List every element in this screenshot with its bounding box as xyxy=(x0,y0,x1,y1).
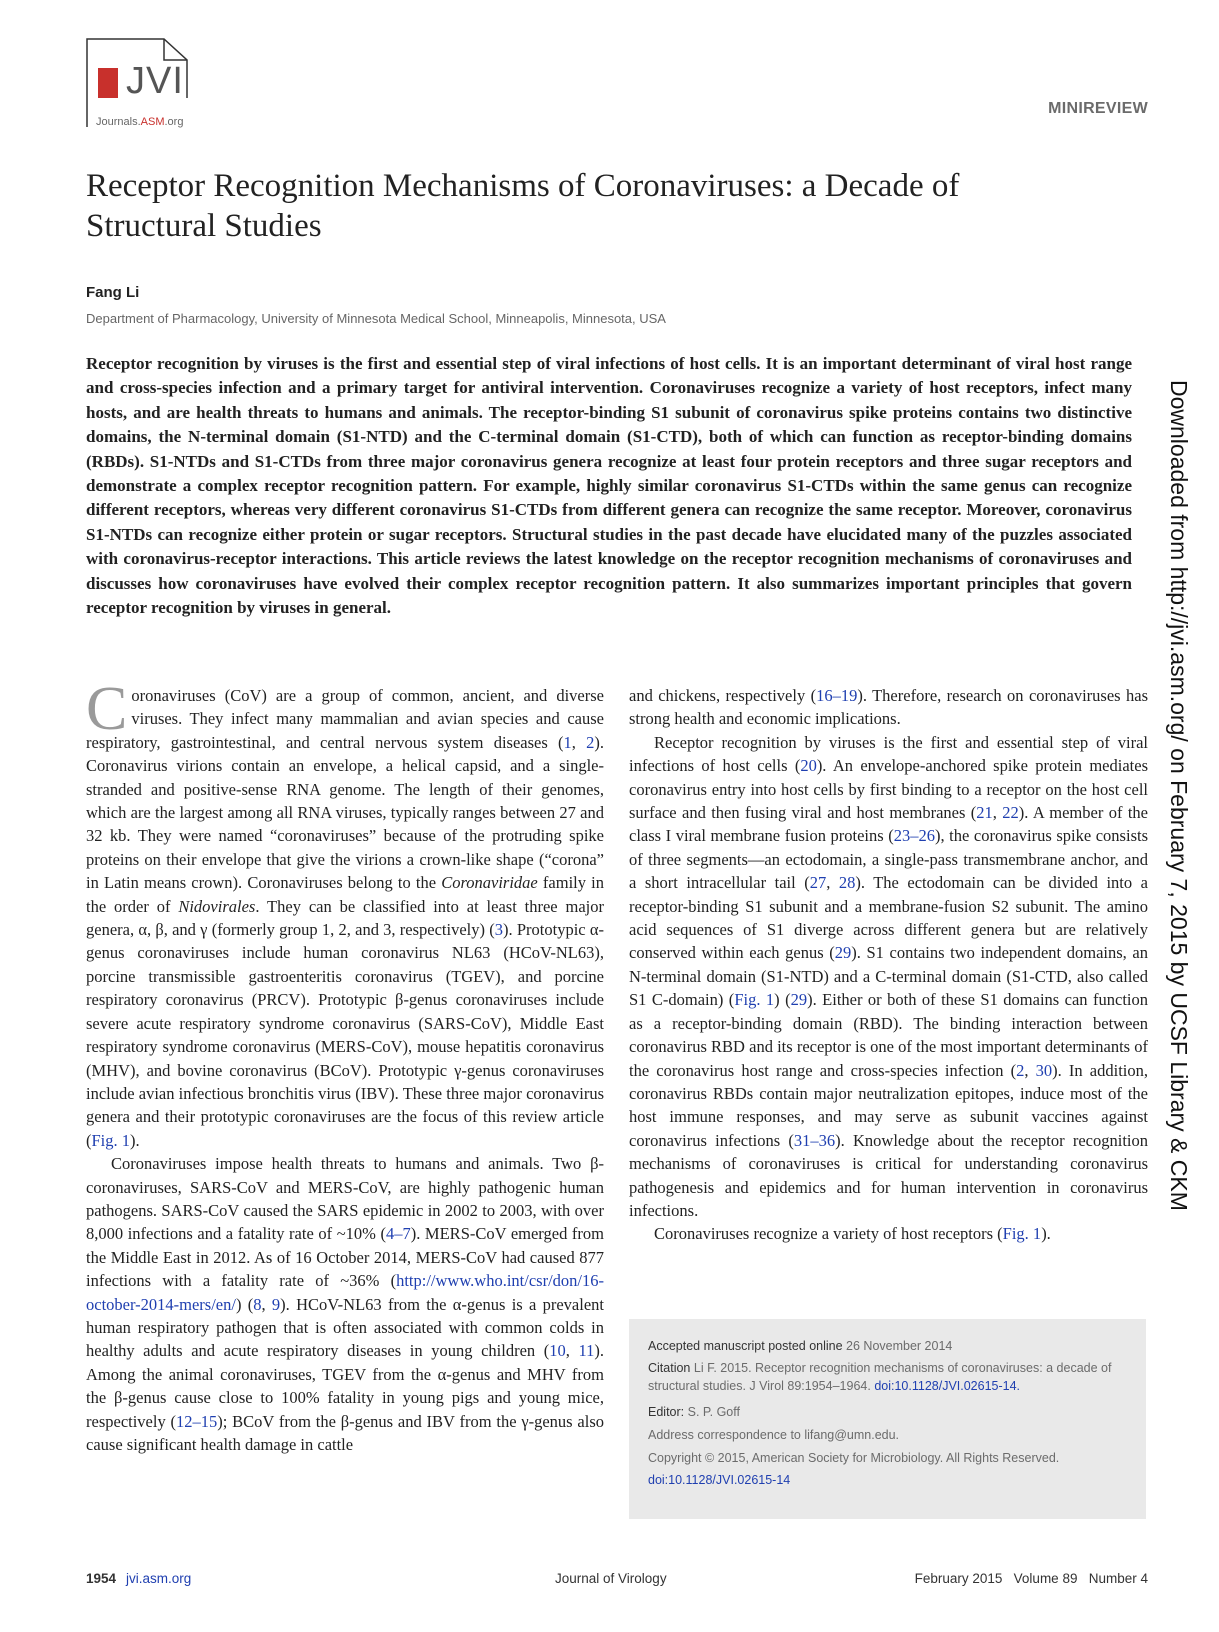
article-title: Receptor Recognition Mechanisms of Coronaviruses: a Decade of Structural Studies xyxy=(86,168,960,244)
page-number: 1954 xyxy=(86,1571,117,1586)
logo-text: JVI xyxy=(126,60,184,102)
footer-issue: February 2015 Volume 89 Number 4 xyxy=(914,1571,1148,1586)
editor-label: Editor: xyxy=(648,1405,685,1419)
journal-site-link[interactable]: jvi.asm.org xyxy=(126,1571,192,1586)
footer-journal: Journal of Virology xyxy=(555,1571,667,1586)
reference-link[interactable]: http://www.who.int/csr/don/16-october-2014-mers/en/ xyxy=(86,1271,604,1314)
paragraph: Coronaviruses (CoV) are a group of common, ancient, and diverse viruses. They infect many mammalian and avian species and cause respiratory, gastrointestinal, and central nervous system diseases (1, 2). Coronavirus virions contain an envelope, a helical capsid, and a single-stranded and positive-sense RNA genome. The length of their genomes, which are the largest among all RNA viruses, typically ranges between 27 and 32 kb. They were named “coronaviruses” because of the protruding spike proteins on their envelope that give the virions a crown-like shape (“corona” in Latin means crown). Coronaviruses belong to the Coronaviridae family in the order of Nidovirales. They can be classified into at least three major genera, α, β, and γ (formerly group 1, 2, and 3, respectively) (3). Prototypic α-genus coronaviruses include human coronavirus NL63 (HCoV-NL63), porcine transmissible gastroenteritis coronavirus (TGEV), and porcine respiratory coronavirus (PRCV). Prototypic β-genus coronaviruses include severe acute respiratory syndrome coronavirus (SARS-CoV), Middle East respiratory syndrome coronavirus (MERS-CoV), mouse hepatitis coronavirus (MHV), and bovine coronavirus (BCoV). Prototypic γ-genus coronaviruses include avian infectious bronchitis virus (IBV). These three major coronavirus genera and their prototypic coronaviruses are the focus of this review article (Fig. 1). xyxy=(86,675,605,1150)
citation-text: Li F. 2015. Receptor recognition mechanisms of coronaviruses: a decade of structural studies. J Virol 89:1954–1964. xyxy=(648,1361,1112,1393)
logo-mark-icon xyxy=(98,68,118,98)
body-column-right xyxy=(629,684,1148,1246)
download-notice xyxy=(1166,380,1210,1280)
copyright-line: Copyright © 2015, American Society for Microbiology. All Rights Reserved. xyxy=(648,1451,1060,1465)
reference-link[interactable]: 29 xyxy=(790,990,808,1010)
reference-link[interactable]: 2 xyxy=(1016,1060,1025,1080)
reference-link[interactable]: 21 xyxy=(976,803,993,823)
citation-label: Citation xyxy=(648,1361,691,1375)
reference-link[interactable]: 11 xyxy=(578,1341,595,1361)
reference-link[interactable]: 27 xyxy=(809,873,827,893)
reference-link[interactable]: 23–26 xyxy=(893,826,935,846)
reference-link[interactable]: 30 xyxy=(1035,1060,1053,1080)
reference-link[interactable]: Fig. 1 xyxy=(91,1130,131,1150)
citation-line xyxy=(648,1359,1130,1395)
reference-link[interactable]: 28 xyxy=(838,873,856,893)
reference-link[interactable]: Fig. 1 xyxy=(734,990,775,1010)
section-label: MINIREVIEW xyxy=(1048,100,1148,117)
reference-link[interactable]: 31–36 xyxy=(793,1130,836,1150)
accepted-label: Accepted manuscript posted online xyxy=(648,1339,843,1353)
article-info-box xyxy=(629,1319,1146,1519)
footer-left xyxy=(86,1571,191,1586)
paragraph: and chickens, respectively (16–19). Therefore, research on coronaviruses has strong health and economic implications. xyxy=(629,686,1148,729)
reference-link[interactable]: 8 xyxy=(253,1294,262,1314)
reference-link[interactable]: 22 xyxy=(1002,803,1019,823)
reference-link[interactable]: 29 xyxy=(834,943,852,963)
editor-name: S. P. Goff xyxy=(687,1405,740,1419)
italic-term: Coronaviridae xyxy=(441,873,538,893)
citation-doi-link[interactable]: doi:10.1128/JVI.02615-14. xyxy=(874,1379,1021,1393)
correspondence-line: Address correspondence to lifang@umn.edu. xyxy=(648,1428,900,1442)
logo-site: Journals.ASM.org xyxy=(96,116,184,128)
editor-line xyxy=(648,1403,1130,1421)
reference-link[interactable]: 2 xyxy=(586,732,595,752)
journal-logo[interactable] xyxy=(86,38,194,130)
author-affiliation: Department of Pharmacology, University of Minnesota Medical School, Minneapolis, Minnesota, USA xyxy=(86,311,666,326)
reference-link[interactable]: 4–7 xyxy=(385,1224,411,1244)
reference-link[interactable]: Fig. 1 xyxy=(1002,1224,1042,1244)
drop-cap: C xyxy=(86,675,128,743)
body-column-left xyxy=(86,675,605,1456)
paragraph: Coronaviruses recognize a variety of host receptors (Fig. 1). xyxy=(654,1224,1051,1244)
italic-term: Nidovirales xyxy=(178,896,256,916)
accepted-date: 26 November 2014 xyxy=(846,1339,953,1353)
reference-link[interactable]: 12–15 xyxy=(176,1411,218,1431)
reference-link[interactable]: 10 xyxy=(549,1341,566,1361)
reference-link[interactable]: 1 xyxy=(563,732,572,752)
author-name: Fang Li xyxy=(86,284,140,301)
doi-link[interactable]: doi:10.1128/JVI.02615-14 xyxy=(648,1473,791,1487)
reference-link[interactable]: 16–19 xyxy=(816,686,858,705)
paragraph: Receptor recognition by viruses is the first and essential step of viral infections of host cells (20). An envelope-anchored spike protein mediates coronavirus entry into host cells by first binding to a receptor on the host cell surface and then fusing viral and host membranes (21, 22). A member of the class I viral membrane fusion proteins (23–26), the coronavirus spike consists of three segments—an ectodomain, a single-pass transmembrane anchor, and a short intracellular tail (27, 28). The ectodomain can be divided into a receptor-binding S1 subunit and a membrane-fusion S2 subunit. The amino acid sequences of S1 diverge across different genera but are relatively conserved within each genus (29). S1 contains two independent domains, an N-terminal domain (S1-NTD) and a C-terminal domain (S1-CTD, also called S1 C-domain) (Fig. 1) (29). Either or both of these S1 domains can function as a receptor-binding domain (RBD). The binding interaction between coronavirus RBD and its receptor is one of the most important determinants of the coronavirus host range and cross-species infection (2, 30). In addition, coronavirus RBDs contain major neutralization epitopes, induce most of the host immune responses, and may serve as subunit vaccines against coronavirus infections (31–36). Knowledge about the receptor recognition mechanisms of coronaviruses is critical for understanding coronavirus pathogenesis and epidemics and for human intervention in coronavirus infections. xyxy=(629,732,1149,1220)
accepted-line xyxy=(648,1337,1130,1355)
reference-link[interactable]: 20 xyxy=(800,756,817,776)
reference-link[interactable]: 3 xyxy=(494,920,503,940)
paragraph: Coronaviruses impose health threats to humans and animals. Two β-coronaviruses, SARS-CoV and MERS-CoV, are highly pathogenic human pathogens. SARS-CoV caused the SARS epidemic in 2002 to 2003, with over 8,000 infections and a fatality rate of ~10% (4–7). MERS-CoV emerged from the Middle East in 2012. As of 16 October 2014, MERS-CoV had caused 877 infections with a fatality rate of ~36% (http://www.who.int/csr/don/16-october-2014-mers/en/) (8, 9). HCoV-NL63 from the α-genus is a prevalent human respiratory pathogen that is often associated with common colds in healthy adults and acute respiratory diseases in young children (10, 11). Among the animal coronaviruses, TGEV from the α-genus and MHV from the β-genus cause close to 100% fatality in young pigs and young mice, respectively (12–15); BCoV from the β-genus and IBV from the γ-genus also cause significant health damage in cattle xyxy=(86,1154,604,1454)
abstract: Receptor recognition by viruses is the first and essential step of viral infections of host cells. It is an important determinant of viral host range and cross-species infection and a primary target for antiviral intervention. Coronaviruses recognize a variety of host receptors, infect many hosts, and are health threats to humans and animals. The receptor-binding S1 subunit of coronavirus spike proteins contains two distinctive domains, the N-terminal domain (S1-NTD) and the C-terminal domain (S1-CTD), both of which can function as receptor-binding domains (RBDs). S1-NTDs and S1-CTDs from three major coronavirus genera recognize at least four protein receptors and three sugar receptors and demonstrate a complex receptor recognition pattern. For example, highly similar coronavirus S1-CTDs within the same genus can recognize different receptors, whereas very different coronavirus S1-CTDs from different genera can recognize the same receptor. Moreover, coronavirus S1-NTDs can recognize either protein or sugar receptors. Structural studies in the past decade have elucidated many of the puzzles associated with coronavirus-receptor interactions. This article reviews the latest knowledge on the receptor recognition mechanisms of coronaviruses and discusses how coronaviruses have evolved their complex receptor recognition pattern. It also summarizes important principles that govern receptor recognition by viruses in general. xyxy=(86,354,1132,618)
download-notice-text: Downloaded from http://jvi.asm.org/ on February 7, 2015 by UCSF Library & CKM xyxy=(1166,380,1192,1211)
reference-link[interactable]: 9 xyxy=(271,1294,281,1314)
